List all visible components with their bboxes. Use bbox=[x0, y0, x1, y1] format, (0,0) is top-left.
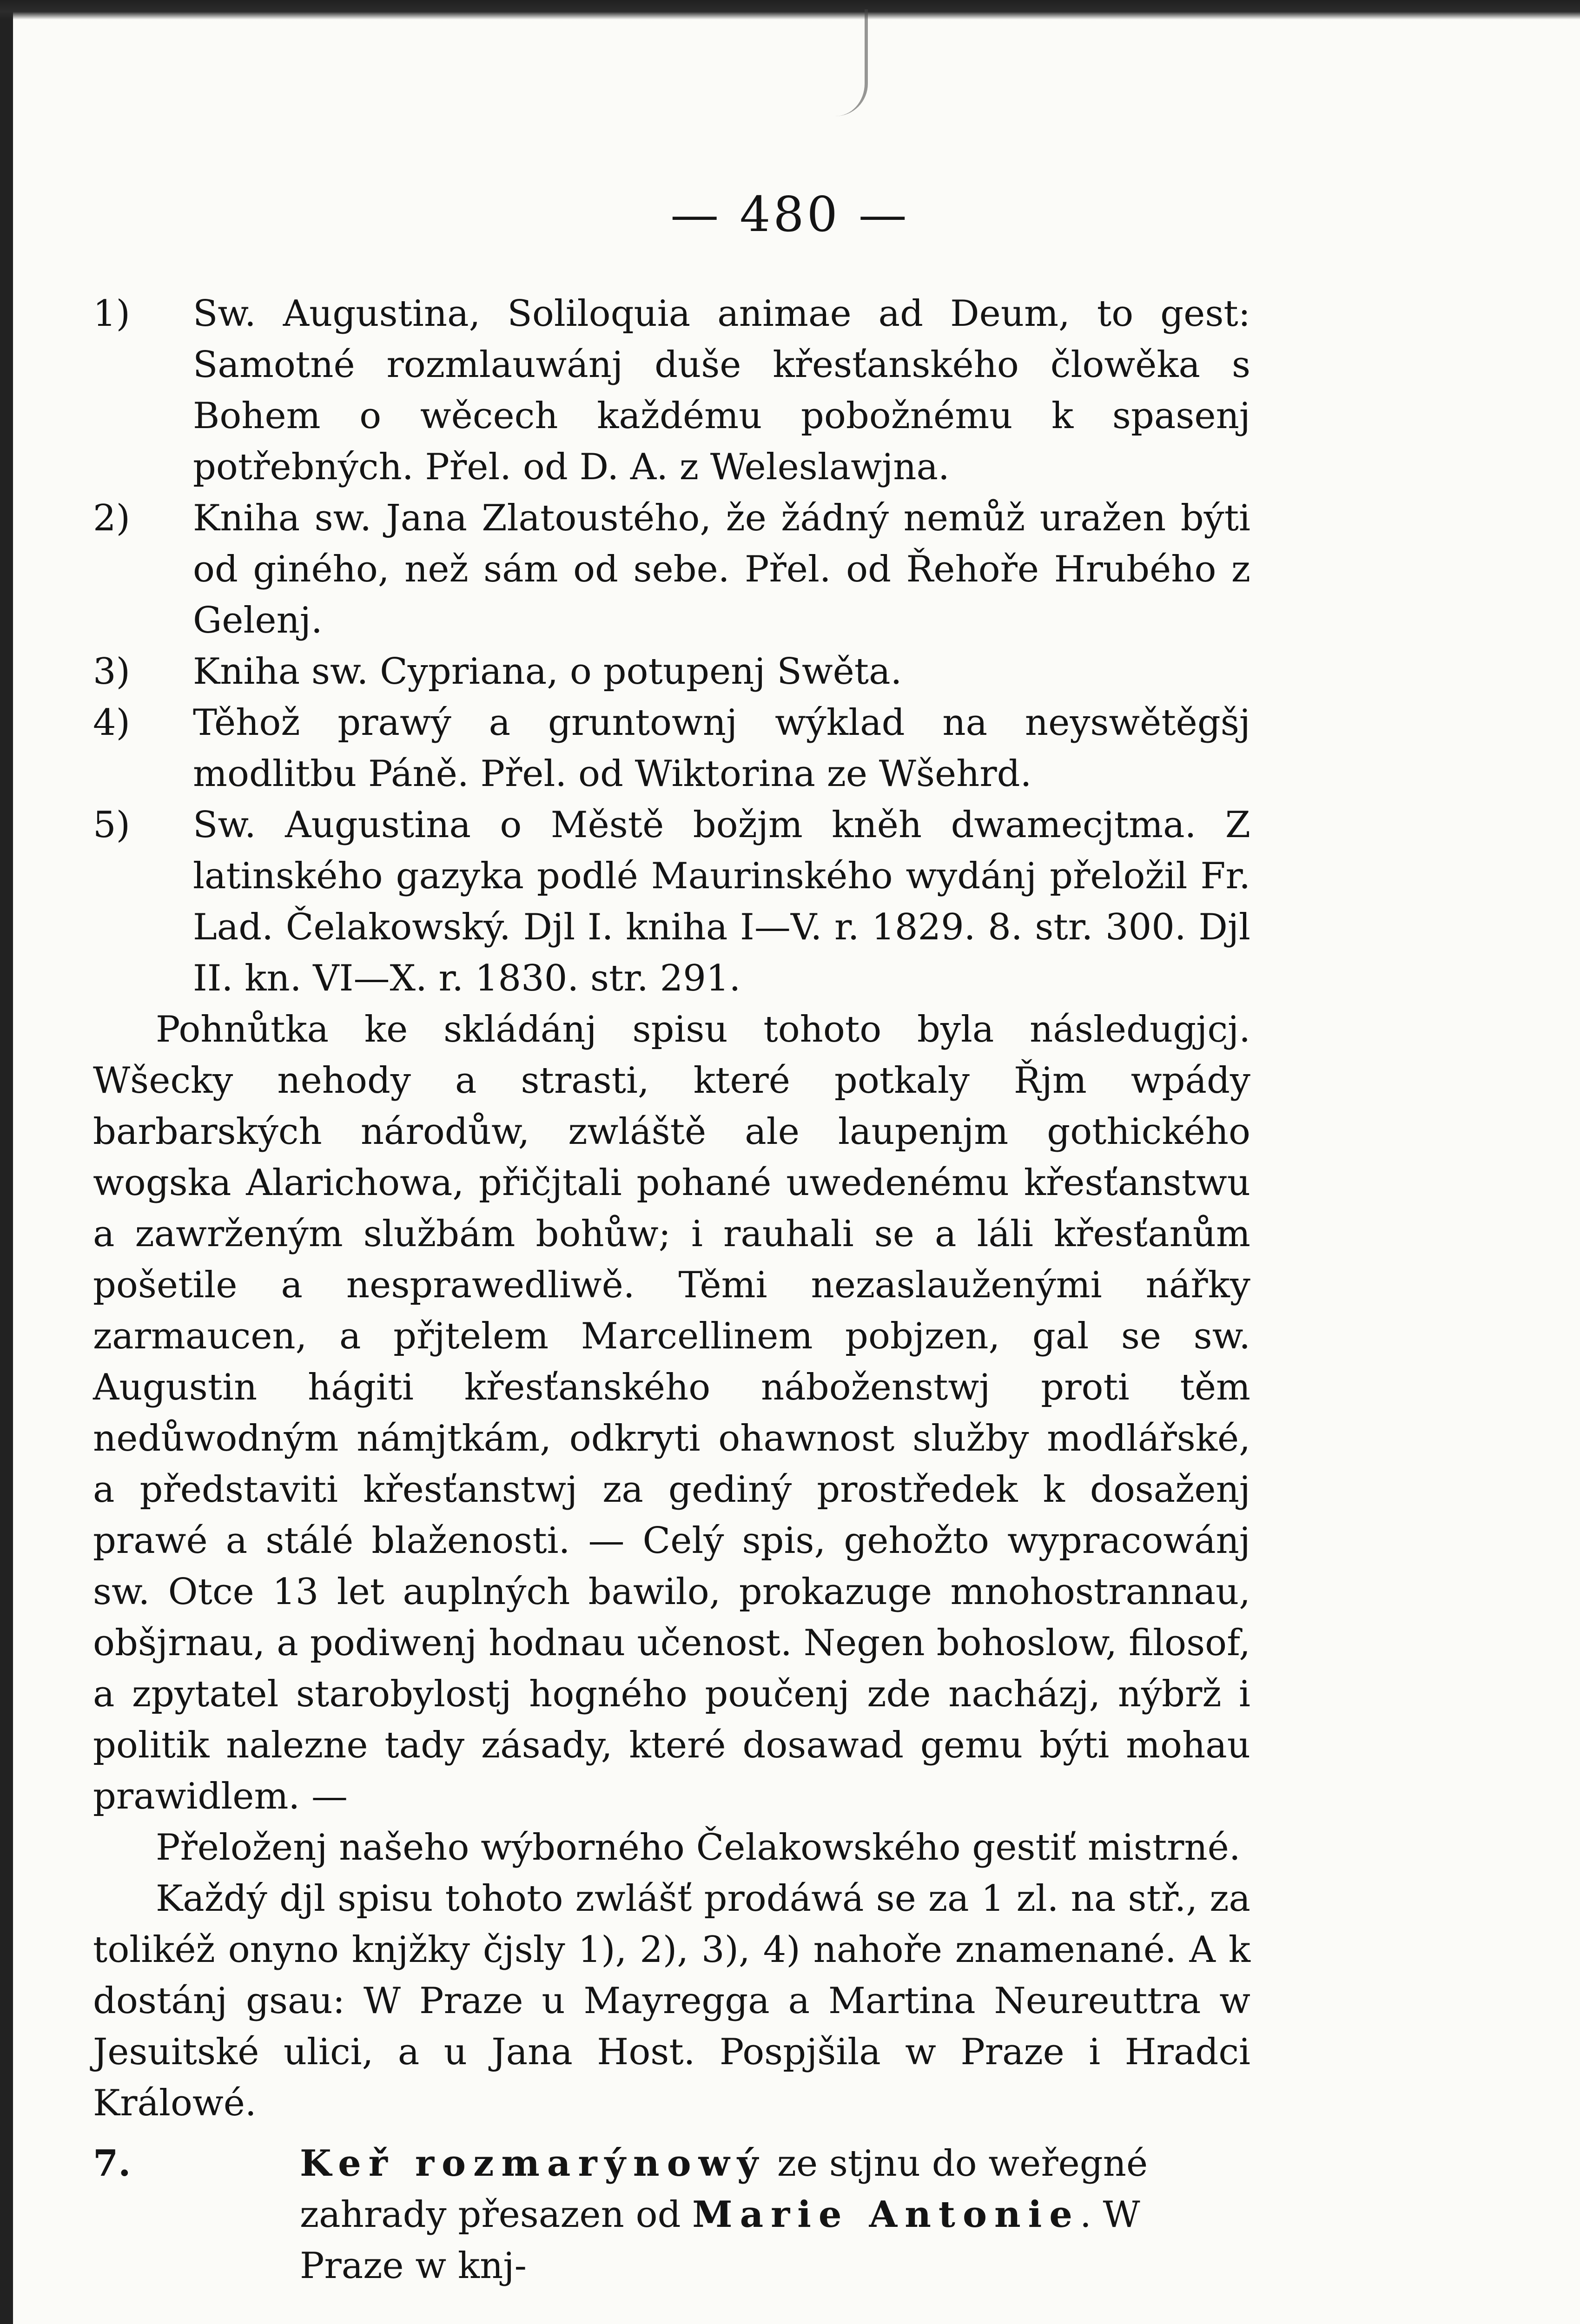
item-number: 2) bbox=[93, 497, 131, 539]
list-item bbox=[93, 646, 1250, 697]
item-number: 4) bbox=[93, 702, 131, 744]
page-number: — 480 — bbox=[670, 186, 910, 243]
list-item bbox=[93, 697, 1250, 799]
list-item bbox=[93, 288, 1250, 493]
item-text: Sw. Augustina, Soliloquia animae ad Deum, to gest: Samotné rozmlauwánj duše křesťanského člowěka s Bohem o wěcech každému pobožnému k spasenj potřebných. Přel. od D. A. z Weleslawjna. bbox=[193, 293, 1250, 488]
body-paragraph: Každý djl spisu tohoto zwlášť prodáwá se za 1 zl. na stř., za tolikéž onyno knjžky čjsly 1), 2), 3), 4) nahoře znamenané. A k dostánj gsau: W Praze u Mayregga a Martina Neureuttra w Jesuitské ulici, a u Jana Host. Pospjšila w Praze i Hradci Králowé. bbox=[93, 1878, 1250, 2124]
item-number: 3) bbox=[93, 651, 131, 693]
item-text: Sw. Augustina o Městě božjm kněh dwamecjtma. Z latinského gazyka podlé Maurinského wydánj přeložil Fr. Lad. Čelakowský. Djl I. kniha I—V. r. 1829. 8. str. 300. Djl II. kn. VI—X. r. 1830. str. 291. bbox=[193, 804, 1250, 999]
item-title: Keř rozmarýnowý bbox=[300, 2142, 766, 2185]
list-item bbox=[93, 2138, 1250, 2291]
item-text: Těhož prawý a gruntownj wýklad na neyswětěgšj modlitbu Páně. Přel. od Wiktorina ze Wšehrd. bbox=[193, 702, 1250, 795]
item-text: Kniha sw. Cypriana, o potupenj Swěta. bbox=[193, 651, 902, 693]
body-paragraph: Přeloženj našeho wýborného Čelakowského gestiť mistrné. bbox=[156, 1827, 1241, 1868]
list-item bbox=[93, 799, 1250, 1004]
item-text-end: . W Praze w knj- bbox=[300, 2194, 1140, 2287]
list-item bbox=[93, 493, 1250, 646]
item-text: Kniha sw. Jana Zlatoustého, že žádný nemůž uražen býti od giného, než sám od sebe. Přel. od Řehoře Hrubého z Gelenj. bbox=[193, 497, 1250, 641]
item-number: 5) bbox=[93, 804, 131, 846]
page-top-shadow bbox=[0, 0, 1580, 20]
item-text: ze stjnu do weřegné zahrady přesazen od bbox=[300, 2143, 1148, 2236]
page-crease bbox=[800, 9, 868, 116]
item-number: 7. bbox=[93, 2142, 131, 2185]
item-number: 1) bbox=[93, 293, 131, 335]
page-body bbox=[93, 288, 1250, 2291]
binding-edge bbox=[0, 0, 13, 2324]
item-author: Marie Antonie bbox=[692, 2193, 1080, 2236]
body-paragraph: Pohnůtka ke skládánj spisu tohoto byla následugjcj. Wšecky nehody a strasti, které potkaly Řjm wpády barbarských národůw, zwláště ale laupenjm gothického wogska Alarichowa, přičjtali pohané uwedenému křesťanstwu a zawrženým službám bohůw; i rauhali se a láli křesťanům pošetile a nesprawedliwě. Těmi nezaslauženými nářky zarmaucen, a přjtelem Marcellinem pobjzen, gal se sw. Augustin hágiti křesťanského náboženstwj proti těm nedůwodným námjtkám, odkryti ohawnost služby modlářské, a představiti křesťanstwj za gediný prostředek k dosaženj prawé a stálé blaženosti. — Celý spis, gehožto wypracowánj sw. Otce 13 let auplných bawilo, prokazuge mnohostrannau, obšjrnau, a podiwenj hodnau učenost. Negen bohoslow, filosof, a zpytatel starobylostj hogného poučenj zde nacházj, nýbrž i politik nalezne tady zásady, které dosawad gemu býti mohau prawidlem. — bbox=[93, 1009, 1250, 1817]
